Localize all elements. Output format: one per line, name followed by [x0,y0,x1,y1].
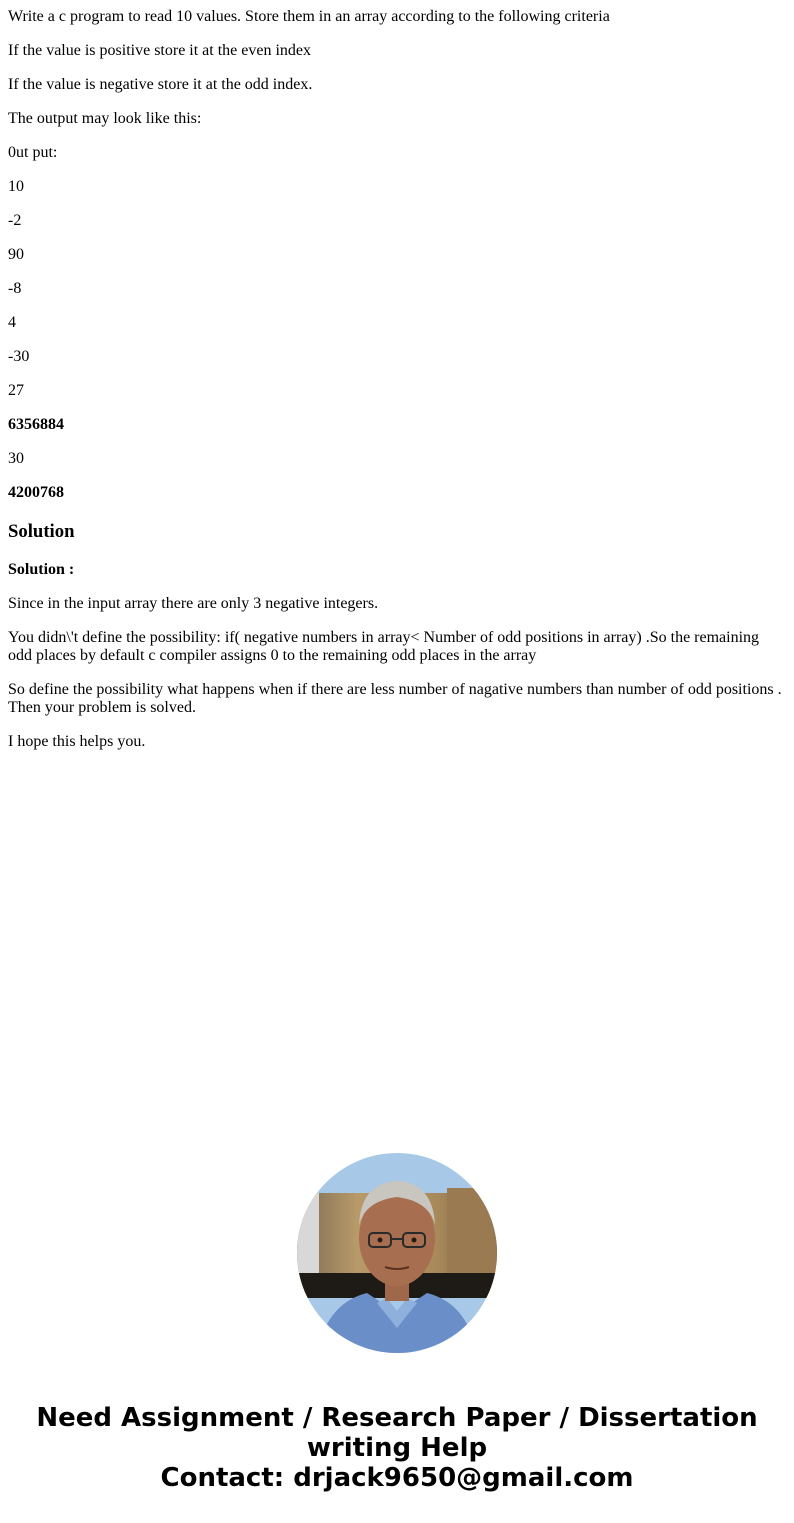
solution-paragraph-2: You didn\'t define the possibility: if( negative numbers in array< Number of odd positions in array) .So the remaining odd places by default c compiler assigns 0 to the remaining odd places in the array [8,629,760,664]
output-label: 0ut put: [8,144,58,161]
output-value: 10 [8,178,24,195]
question-line-1: Write a c program to read 10 values. Store them in an array according to the following criteria [8,8,610,25]
output-value-bold: 4200768 [8,484,64,501]
question-line-4: The output may look like this: [8,110,202,127]
output-value: 27 [8,382,24,399]
output-value: -30 [8,348,30,365]
output-value: -8 [8,280,22,297]
promo-banner [0,1403,794,1493]
question-line-2: If the value is positive store it at the even index [8,42,312,59]
solution-paragraph-4: I hope this helps you. [8,733,146,750]
solution-heading: Solution [8,521,75,542]
promo-line-1: Need Assignment / Research Paper / Dissertation [36,1403,758,1433]
question-line-3: If the value is negative store it at the odd index. [8,76,313,93]
solution-label: Solution : [8,561,75,578]
solution-paragraph-1: Since in the input array there are only 3 negative integers. [8,595,379,612]
output-value: 90 [8,246,24,263]
promo-line-2: writing Help [306,1433,488,1463]
promo-contact: Contact: drjack9650@gmail.com [160,1463,634,1493]
person-portrait-icon [297,1153,497,1353]
author-avatar [297,1153,497,1353]
output-value: 30 [8,450,24,467]
solution-paragraph-3: So define the possibility what happens when if there are less number of nagative numbers than number of odd positions . Then your problem is solved. [8,681,782,716]
output-value: 4 [8,314,16,331]
output-value: -2 [8,212,22,229]
output-value-bold: 6356884 [8,416,64,433]
